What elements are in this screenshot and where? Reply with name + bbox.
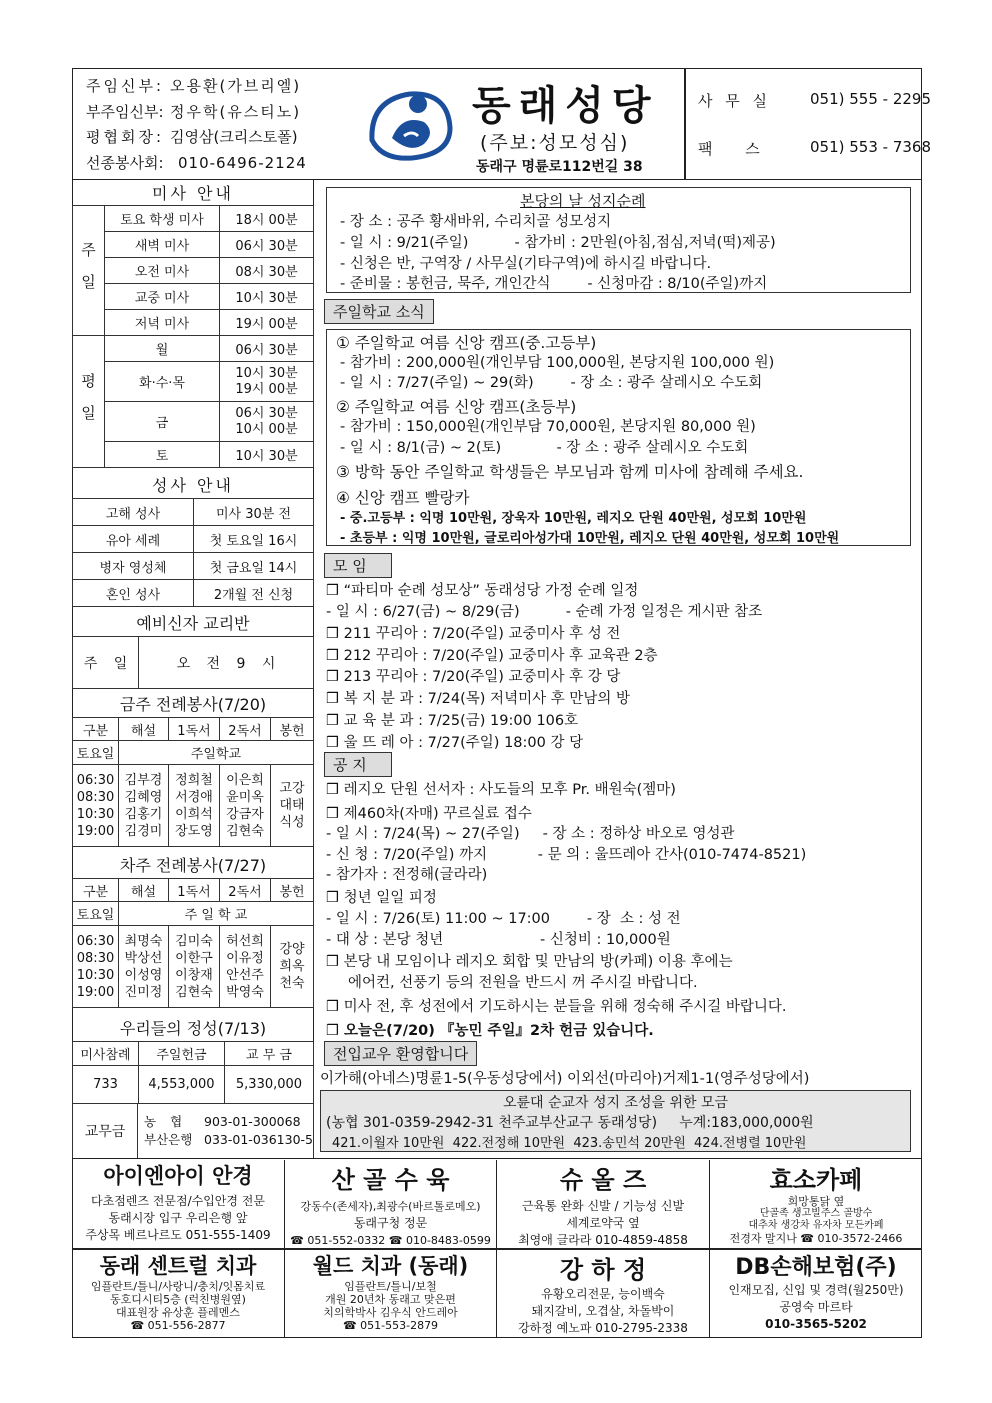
staff-value: 정우학(유스티노) [170,102,302,121]
fund-donors: 421.이월자 10만원 422.전정해 10만원 423.송민석 20만원 424.전병렬 10만원 [332,1136,807,1151]
catechumen-title: 예비신자 교리반 [136,614,250,633]
ad-line: 돼지갈비, 오겹살, 차돌박이 [531,1304,675,1318]
church-address: 동래구 명륜로112번길 38 [476,159,643,175]
ad-cafe [710,1160,922,1248]
ad-suyuk [285,1160,497,1248]
col-header: 1독서 [169,718,220,741]
ad-line: 임플란트/틀니/사랑니/충치/잇몸치료 [90,1280,266,1293]
saturday-label: 토요일 [73,902,119,926]
ad-name: 아이엔아이 안경 [103,1164,253,1188]
ad-line: 다초점렌즈 전문점/수입안경 전문 [91,1194,265,1208]
sunday-label-text: 주 일 [79,242,97,295]
mass-time: 08시 30분 [220,258,314,284]
col-header: 봉헌 [271,718,314,741]
staff-row [86,100,307,126]
col-header: 해설 [119,718,169,741]
bank-name: 농 협 [144,1114,183,1129]
service-offering: 강양 희옥 천숙 [271,926,314,1008]
col-header: 구분 [73,879,119,902]
staff-label: 부주임신부: [86,102,164,121]
col-header: 1독서 [169,879,220,902]
sacrament-name: 혼인 성사 [73,580,194,607]
office-phone: 051) 555 - 2295 [810,90,932,108]
meeting-line: ❒ 212 꾸리아 : 7/20(주일) 교중미사 후 교육관 2층 [326,648,658,664]
mass-day: 월 [105,336,220,362]
meeting-line: ❒ 울 뜨 레 아 : 7/27(주일) 18:00 강 당 [326,735,584,751]
col-header: 미사참례 [73,1042,139,1066]
staff-value: 김영삼(크리스토폴) [170,128,298,146]
sunday-school-line: - 초등부 : 익명 10만원, 글로리아성가대 10만원, 레지오 단원 40만원, 성모회 10만원 [340,531,840,546]
notice-line: ❒ 레지오 단원 선서자 : 사도들의 모후 Pr. 배원숙(젬마) [326,782,676,798]
meeting-line: - 일 시 : 6/27(금) ~ 8/29(금) - 순례 가정 일정은 게시판 참조 [326,604,763,620]
service-commentator: 최명숙 박상선 이성영 진미정 [119,926,169,1008]
ad-line: 전경자 말지나 ☎ 010-3572-2466 [729,1232,903,1245]
catechumen-day: 주 일 [73,637,139,689]
mass-time: 10시 30분 19시 00분 [220,362,314,402]
fund-account: (농협 301-0359-2942-31 천주교부산교구 동래성당) 누계:183,000,000원 [326,1115,814,1131]
notice-line: - 대 상 : 본당 청년 - 신청비 : 10,000원 [326,932,671,948]
ad-line: 동래시장 입구 우리은행 앞 [108,1211,248,1225]
notice-line: - 일 시 : 7/24(목) ~ 27(주일) - 장 소 : 정하상 바오로 영성관 [326,826,735,842]
service-next-title: 차주 전례봉사(7/27) [119,856,267,875]
col-header: 2독서 [220,718,271,741]
meeting-line: ❒ “파티마 순례 성모상” 동래성당 가정 순례 일정 [326,583,639,599]
fax-phone: 051) 553 - 7368 [810,138,932,156]
staff-row [86,125,307,151]
ad-name: 동래 센트럴 치과 [99,1254,257,1278]
staff-row [86,74,307,100]
ad-restaurant [497,1250,710,1338]
ad-line: ☎ 051-552-0332 ☎ 010-8483-0599 [290,1234,491,1247]
col-header: 2독서 [220,879,271,902]
ad-line: 010-3565-5202 [765,1317,867,1331]
ad-line: 세계로약국 옆 [566,1216,640,1230]
ad-name: 월드 치과 (동래) [312,1254,469,1278]
weekday-label-text: 평 일 [79,373,97,426]
ad-line: 대표원장 유상훈 플레멘스 [116,1306,240,1319]
service-this-table [72,717,314,847]
service-times: 06:30 08:30 10:30 19:00 [73,926,119,1008]
col-header: 주일헌금 [139,1042,225,1066]
ad-line: 희망통닭 옆 [787,1195,845,1208]
ad-glasses [72,1160,285,1248]
meeting-line: ❒ 복 지 분 과 : 7/24(목) 저녁미사 후 만남의 방 [326,691,630,707]
ad-line: 치의학박사 김우식 안드레아 [323,1306,458,1319]
saturday-label: 토요일 [73,741,119,765]
ad-central-dental [72,1250,285,1338]
ad-line: 공영숙 마르타 [779,1300,853,1314]
notice-line: ❒ 제460차(자매) 꾸르실료 접수 [326,806,532,822]
account-table [72,1103,314,1159]
notice-line: - 일 시 : 7/26(토) 11:00 ~ 17:00 - 장 소 : 성 전 [326,911,681,927]
mass-time: 06시 30분 [220,336,314,362]
sacrament-name: 병자 영성체 [73,553,194,580]
notice-line: - 신 청 : 7/20(주일) 까지 - 문 의 : 울뜨레아 간사(010-7474-8521) [326,847,807,863]
sunday-school-line: - 참가비 : 200,000원(개인부담 100,000원, 본당지원 100,000 원) [340,355,775,371]
col-header: 봉헌 [271,879,314,902]
service-offering: 고강 대태 식성 [271,765,314,847]
service-commentator: 김부경 김혜영 김홍기 김경미 [119,765,169,847]
ad-line: 주상목 베르나르도 051-555-1409 [85,1228,271,1242]
offering-attendance: 733 [73,1066,139,1104]
sunday-school-header: 주일학교 소식 [324,299,434,324]
mass-name: 새벽 미사 [105,232,220,258]
church-name: 동래성당 [472,83,659,129]
ad-name: DB손해보험(주) [735,1255,897,1280]
office-label: 사 무 실 [698,92,772,110]
transfer-header: 전입교우 환영합니다 [324,1041,477,1066]
ad-line: 단골족 생고빌주스 골방수 [759,1208,873,1219]
mass-time: 18시 00분 [220,206,314,232]
saturday-value: 주 일 학 교 [119,902,314,926]
sacrament-table [72,498,314,607]
mass-name: 토요 학생 미사 [105,206,220,232]
notice-line: ❒ 청년 일일 피정 [326,890,437,906]
mass-day: 토 [105,442,220,468]
account-label: 교무금 [73,1104,138,1159]
mass-name: 오전 미사 [105,258,220,284]
bank-name: 부산은행 [144,1132,193,1147]
staff-label: 평협회장: [86,128,165,146]
sunday-school-line: - 참가비 : 150,000원(개인부담 70,000원, 본당지원 80,000 원) [340,419,756,435]
ad-line: 동호디시티5층 (럭친병원옆) [110,1293,246,1306]
service-reader1: 정희철 서경애 이희석 장도영 [169,765,220,847]
staff-value: 010-6496-2124 [178,153,307,172]
pilgrimage-line: - 준비물 : 봉헌금, 묵주, 개인간식 - 신청마감 : 8/10(주일)까지 [340,276,768,292]
ad-line: ☎ 051-556-2877 [130,1319,226,1332]
fax-label: 팩 스 [698,140,760,158]
sunday-school-item: ④ 신앙 캠프 빨랑카 [336,489,470,507]
sacrament-time: 미사 30분 전 [194,499,314,526]
ad-line: 유황오리전문, 능이백숙 [541,1287,665,1301]
service-times: 06:30 08:30 10:30 19:00 [73,765,119,847]
ad-line: 동래구청 정문 [353,1216,428,1230]
ad-line: 강동수(존세자),최광수(바르톨로메오) [300,1200,481,1213]
sunday-school-line: - 중.고등부 : 익명 10만원, 장욱자 10만원, 레지오 단원 40만원, 성모회 10만원 [340,511,807,526]
service-reader2: 이은희 윤미옥 강금자 김현숙 [220,765,271,847]
mass-name: 교중 미사 [105,284,220,310]
notice-header: 공 지 [324,752,392,777]
ad-line: ☎ 051-553-2879 [342,1319,439,1332]
ad-shoes [497,1160,710,1248]
bank-account: 033-01-036130-5 [204,1132,313,1147]
ad-line: 근육통 완화 신발 / 기능성 신발 [521,1199,685,1213]
header [72,68,932,180]
meeting-line: ❒ 교 육 분 과 : 7/25(금) 19:00 106호 [326,713,579,729]
staff-row [86,151,307,177]
fund-title: 오륜대 순교자 성지 조성을 위한 모금 [502,1095,729,1111]
ad-line: 강하정 예노파 010-2795-2338 [518,1321,688,1335]
church-patron: (주보:성모성심) [480,132,630,154]
catechumen-time: 오 전 9 시 [139,637,314,689]
catechumen-table [72,636,314,689]
notice-line: ❒ 미사 전, 후 성전에서 기도하시는 분들을 위해 정숙해 주시길 바랍니다. [326,999,787,1015]
staff-list [86,74,307,176]
ad-line: 개원 20년차 동래고 맞은편 [325,1293,456,1306]
ad-line: 임플란트/틀니/보철 [344,1280,437,1293]
saturday-value: 주일학교 [119,741,314,765]
offering-title: 우리들의 정성(7/13) [119,1019,267,1038]
ad-line: 대추차 생강차 유자차 모든카페 [748,1220,884,1231]
pilgrimage-line: - 장 소 : 공주 황새바위, 수리치골 성모성지 [340,214,612,230]
pilgrimage-line: - 신청은 반, 구역장 / 사무실(기타구역)에 하시길 바랍니다. [340,256,712,272]
sunday-school-item: ② 주일학교 여름 신앙 캠프(초등부) [336,398,577,416]
mass-time: 10시 30분 [220,442,314,468]
mass-time: 10시 30분 [220,284,314,310]
ad-line: 최영애 글라라 010-4859-4858 [518,1233,688,1247]
notice-line: ❒ 오늘은(7/20) 『농민 주일』2차 헌금 있습니다. [326,1023,654,1039]
col-header: 해설 [119,879,169,902]
mass-name: 저녁 미사 [105,310,220,336]
ad-name: 산 골 수 육 [331,1166,450,1194]
staff-label: 주임신부: [86,77,165,95]
meeting-header: 모 임 [324,553,392,578]
sacrament-name: 고해 성사 [73,499,194,526]
meeting-line: ❒ 213 꾸리아 : 7/20(주일) 교중미사 후 강 당 [326,669,621,685]
mass-time: 06시 30분 [220,232,314,258]
account-info [138,1104,314,1159]
notice-line: ❒ 본당 내 모임이나 레지오 회합 및 만남의 방(카페) 이용 후에는 [326,954,733,970]
service-this-title: 금주 전례봉사(7/20) [119,695,267,714]
ad-insurance [710,1250,922,1338]
sacrament-time: 첫 금요일 14시 [194,553,314,580]
sunday-school-item: ① 주일학교 여름 신앙 캠프(중.고등부) [336,334,597,352]
offering-table [72,1041,314,1104]
mass-title: 미사 안내 [152,184,234,203]
sacrament-time: 2개월 전 신청 [194,580,314,607]
sunday-school-line: - 일 시 : 7/27(주일) ~ 29(화) - 장 소 : 광주 살레시오 수도회 [340,375,763,391]
sunday-school-item: ③ 방학 동안 주일학교 학생들은 부모님과 함께 미사에 참례해 주세요. [336,463,804,481]
ad-name: 강 하 정 [559,1256,647,1284]
sacrament-time: 첫 토요일 16시 [194,526,314,553]
sacrament-name: 유아 세례 [73,526,194,553]
transfer-text: 이가해(아네스)명륜1-5(우동성당에서) 이외선(마리아)거제1-1(영주성당에서) [320,1071,810,1087]
ad-name: 슈 올 즈 [559,1166,647,1194]
pilgrimage-title: 본당의 날 성지순례 [520,192,646,210]
col-header: 구분 [73,718,119,741]
offering-tithe: 5,330,000 [225,1066,314,1104]
staff-value: 오용환(가브리엘) [170,77,302,95]
pilgrimage-line: - 일 시 : 9/21(주일) - 참가비 : 2만원(아침,점심,저녁(떡)제공) [340,235,776,251]
mass-day: 화·수·목 [105,362,220,402]
mass-day: 금 [105,402,220,442]
mass-time: 06시 30분 10시 00분 [220,402,314,442]
offering-sunday: 4,553,000 [139,1066,225,1104]
meeting-line: ❒ 211 꾸리아 : 7/20(주일) 교중미사 후 성 전 [326,626,621,642]
service-reader2: 허선희 이유정 안선주 박영숙 [220,926,271,1008]
weekday-label [73,336,105,468]
notice-line: - 참가자 : 전정해(글라라) [326,867,488,883]
header-divider [684,68,686,180]
staff-label: 선종봉사회: [86,153,164,172]
ad-line: 인재모집, 신입 및 경력(월250만) [728,1283,904,1297]
sacrament-title: 성사 안내 [152,476,234,495]
bank-account: 903-01-300068 [204,1114,301,1129]
notice-line: 에어컨, 선풍기 등의 전원을 반드시 꺼 주시길 바랍니다. [348,975,698,991]
church-logo-icon [362,80,458,166]
sunday-school-line: - 일 시 : 8/1(금) ~ 2(토) - 장 소 : 광주 살레시오 수도회 [340,440,749,456]
ad-name: 효소카페 [769,1166,863,1194]
col-header: 교 무 금 [225,1042,314,1066]
mass-time: 19시 00분 [220,310,314,336]
ad-world-dental [285,1250,497,1338]
service-reader1: 김미숙 이한구 이창재 김현숙 [169,926,220,1008]
sunday-label [73,206,105,336]
mass-table [72,205,314,468]
service-next-table [72,878,314,1008]
